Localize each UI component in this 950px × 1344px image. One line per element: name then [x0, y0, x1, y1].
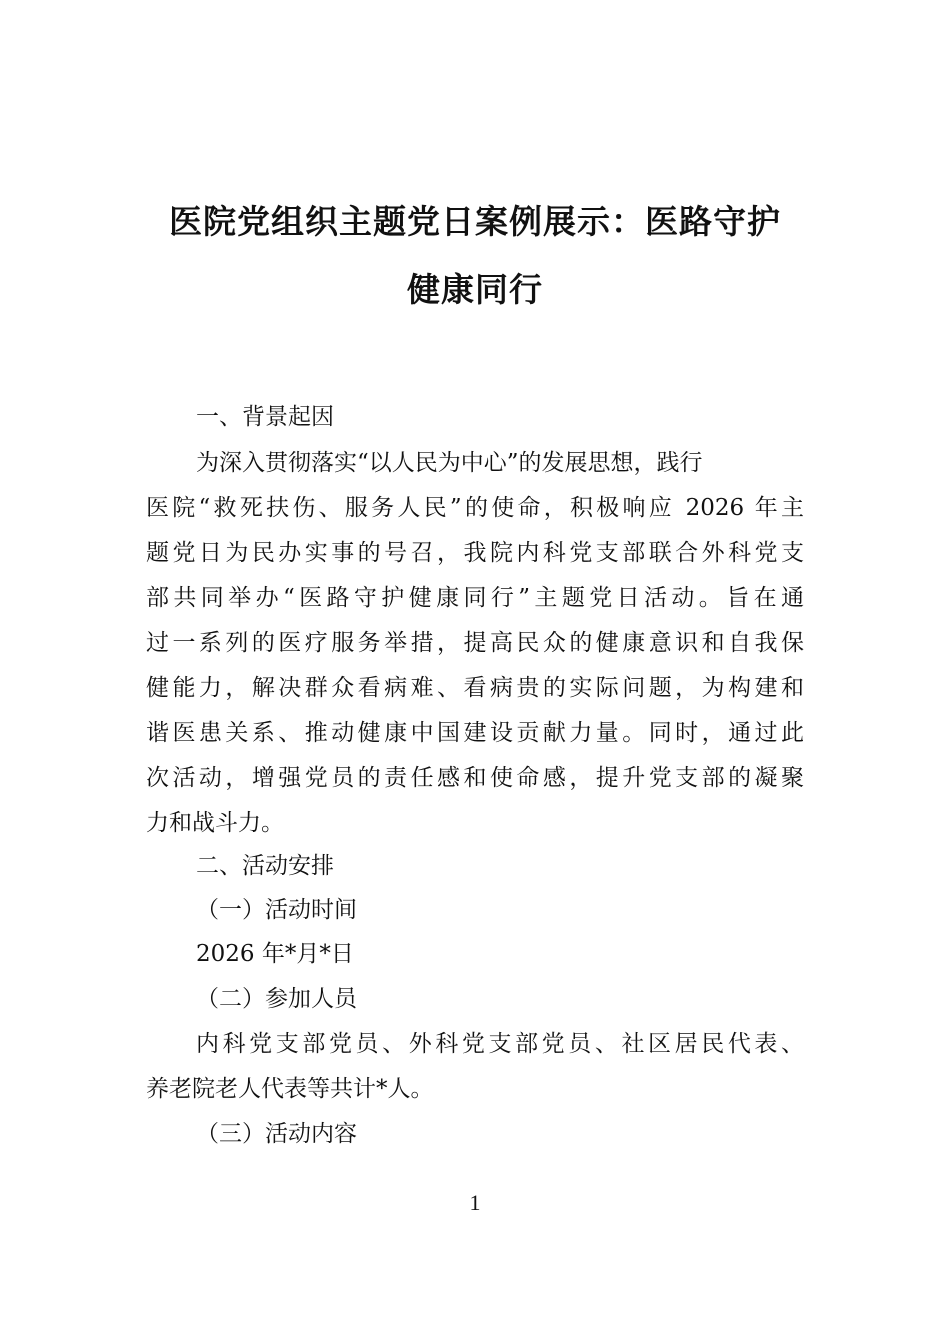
subheading-content: （三）活动内容: [196, 1121, 357, 1147]
paragraph-line: 内科党支部党员、外科党支部党员、社区居民代表、: [196, 1031, 804, 1057]
paragraph-line: 部共同举办“医路守护健康同行”主题党日活动。旨在通: [146, 585, 804, 611]
paragraph-line: 养老院老人代表等共计*人。: [146, 1076, 434, 1102]
paragraph-line: 次活动，增强党员的责任感和使命感，提升党支部的凝聚: [146, 765, 804, 791]
paragraph-line: 力和战斗力。: [146, 810, 284, 836]
paragraph-line: 谐医患关系、推动健康中国建设贡献力量。同时，通过此: [146, 720, 804, 746]
paragraph-line: 为深入贯彻落实“以人民为中心”的发展思想，践行: [196, 450, 703, 476]
paragraph-line: 题党日为民办实事的号召，我院内科党支部联合外科党支: [146, 540, 804, 566]
document-title-line-1: 医院党组织主题党日案例展示：医路守护: [169, 202, 781, 241]
paragraph-line: 过一系列的医疗服务举措，提高民众的健康意识和自我保: [146, 630, 804, 656]
document-title-line-2: 健康同行: [407, 270, 543, 309]
paragraph-line: 医院“救死扶伤、服务人民”的使命，积极响应 2026 年主: [146, 495, 804, 521]
activity-date: 2026 年*月*日: [196, 941, 354, 967]
subheading-time: （一）活动时间: [196, 897, 357, 923]
subheading-participants: （二）参加人员: [196, 986, 357, 1012]
paragraph-line: 健能力，解决群众看病难、看病贵的实际问题，为构建和: [146, 675, 804, 701]
section-heading-arrangement: 二、活动安排: [196, 853, 334, 879]
page-number: 1: [469, 1190, 481, 1215]
section-heading-background: 一、背景起因: [196, 404, 334, 430]
